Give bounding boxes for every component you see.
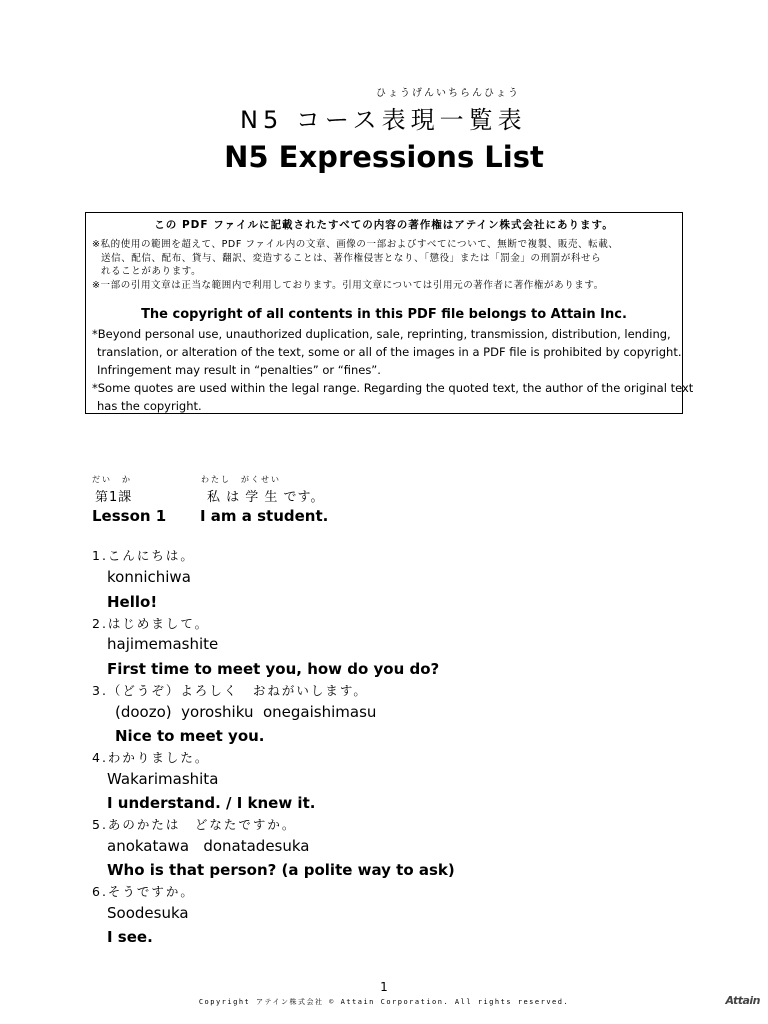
copyright-jp-line: 送信、配信、配布、貸与、翻訳、変造することは、著作権侵害となり、「懲役」または「罰金」の刑罰が科せら (101, 253, 602, 264)
attain-logo: Attain (725, 994, 760, 1007)
lesson-number-en: Lesson 1 (92, 507, 167, 525)
expression-romaji: Wakarimashita (107, 770, 219, 788)
lesson-title-jp: 私 は 学 生 です。 (207, 490, 325, 505)
expression-romaji: Soodesuka (107, 904, 189, 922)
expression-romaji: hajimemashite (107, 635, 219, 653)
copyright-jp-line: ※私的使用の範囲を超えて、PDF ファイル内の文章、画像の一部およびすべてについて、無断で複製、販売、転載、 (92, 239, 619, 250)
expression-english: Nice to meet you. (115, 727, 265, 745)
expression-japanese: 6.そうですか。 (92, 884, 195, 899)
expression-japanese: 2.はじめまして。 (92, 616, 210, 631)
footer-copyright: Copyright アテイン株式会社 © Attain Corporation. All rights reserved. (198, 998, 570, 1006)
lesson-number-jp: 第1課 (95, 490, 133, 505)
expression-english: First time to meet you, how do you do? (107, 660, 440, 678)
expression-japanese: 4.わかりました。 (92, 750, 210, 765)
page-number: 1 (380, 980, 388, 994)
expression-romaji: konnichiwa (107, 568, 191, 586)
copyright-en-line: Infringement may result in “penalties” or “fines”. (97, 363, 381, 377)
expression-english: Hello! (107, 593, 158, 611)
expression-english: Who is that person? (a polite way to ask) (107, 861, 455, 879)
expression-romaji: (doozo) yoroshiku onegaishimasu (115, 703, 377, 721)
expression-romaji: anokatawa donatadesuka (107, 837, 310, 855)
title-furigana: ひょうげんいちらんひょう (376, 88, 520, 99)
copyright-en-line: has the copyright. (97, 399, 202, 413)
expression-japanese: 5.あのかたは どなたですか。 (92, 817, 297, 832)
lesson-title-furigana: わたし がくせい (201, 475, 281, 484)
page-title-english: N5 Expressions List (224, 140, 544, 174)
expression-english: I see. (107, 928, 153, 946)
expression-english: I understand. / I knew it. (107, 794, 316, 812)
copyright-en-heading: The copyright of all contents in this PDF file belongs to Attain Inc. (141, 307, 627, 322)
copyright-en-line: translation, or alteration of the text, some or all of the images in a PDF file is prohibited by copyright. (97, 345, 682, 359)
copyright-jp-line: れることがあります。 (101, 266, 202, 277)
copyright-en-line: *Some quotes are used within the legal range. Regarding the quoted text, the author of the original text (92, 381, 694, 395)
copyright-jp-heading: この PDF ファイルに記載されたすべての内容の著作権はアテイン株式会社にあります。 (154, 219, 614, 231)
copyright-jp-line: ※一部の引用文章は正当な範囲内で利用しております。引用文章については引用元の著作者に著作権があります。 (92, 280, 604, 291)
copyright-notice-box (85, 212, 694, 414)
lesson-number-furigana: だい か (92, 475, 132, 484)
expression-japanese: 1.こんにちは。 (92, 548, 195, 563)
copyright-en-line: *Beyond personal use, unauthorized duplication, sale, reprinting, transmission, distribution, lending, (92, 327, 671, 341)
lesson-title-en: I am a student. (200, 507, 329, 525)
expression-japanese: 3.（どうぞ）よろしく おねがいします。 (92, 683, 368, 698)
page-title-japanese: N5 コース表現一覧表 (240, 106, 527, 134)
